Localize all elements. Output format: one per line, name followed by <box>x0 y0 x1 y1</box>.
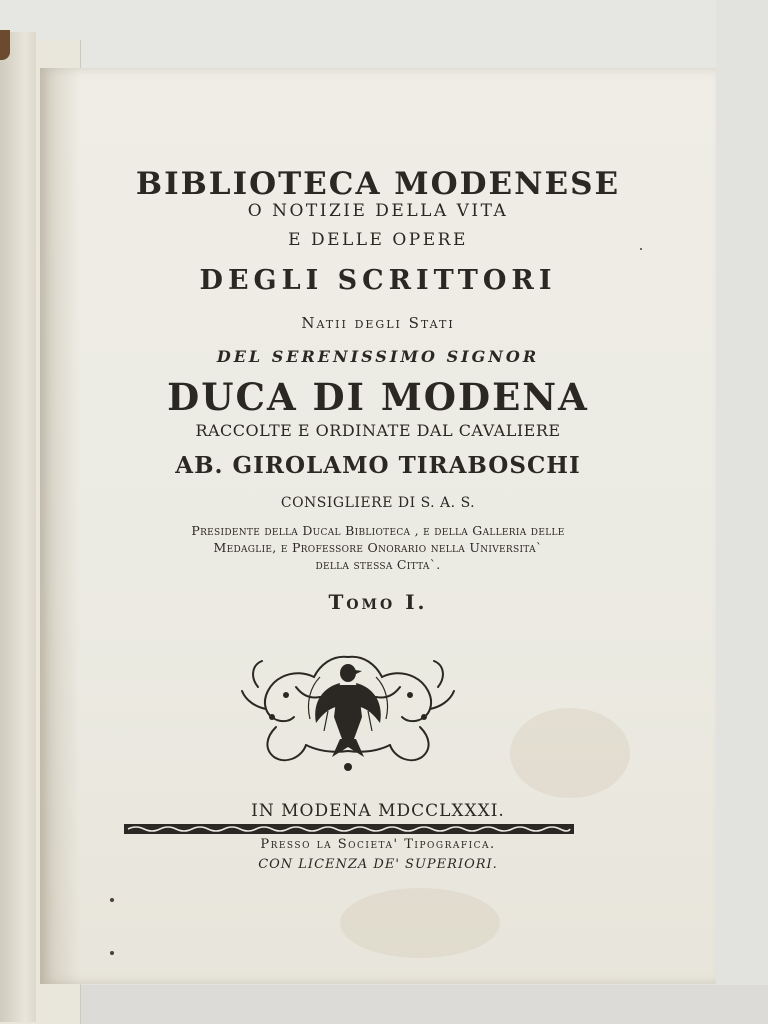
title-line-5: Natii degli Stati <box>301 314 455 332</box>
ornamental-rule <box>124 824 574 834</box>
ink-speck <box>110 898 114 902</box>
title-line-4: DEGLI SCRITTORI <box>199 265 557 296</box>
imprint-printer: Presso la Societa' Tipografica. <box>260 837 496 852</box>
eagle-vignette-icon <box>236 647 460 775</box>
title-page <box>40 68 716 984</box>
ink-speck <box>640 248 642 250</box>
title-line-2: O NOTIZIE DELLA VITA <box>247 201 509 221</box>
imprint-place-date: IN MODENA MDCCLXXXI. <box>251 801 505 821</box>
ink-speck <box>110 951 114 955</box>
author-title: CONSIGLIERE DI S. A. S. <box>280 495 476 511</box>
presidency-line-1: Presidente della Ducal Biblioteca , e della Galleria delle <box>191 523 565 538</box>
presidency-line-3: della stessa Citta`. <box>315 557 441 572</box>
title-line-8: RACCOLTE E ORDINATE DAL CAVALIERE <box>195 421 561 440</box>
title-line-1: BIBLIOTECA MODENESE <box>135 166 621 202</box>
presidency-line-2: Medaglie, e Professore Onorario nella Universita` <box>213 540 543 555</box>
paper-stain <box>510 708 630 798</box>
left-page-edge <box>0 32 36 1022</box>
background-right <box>716 0 768 1024</box>
title-line-3: E DELLE OPERE <box>288 230 468 250</box>
title-line-6: DEL SERENISSIMO SIGNOR <box>216 347 540 366</box>
author-name: AB. GIROLAMO TIRABOSCHI <box>175 452 581 479</box>
imprint-license: CON LICENZA DE' SUPERIORI. <box>258 857 498 872</box>
background-top <box>0 0 768 70</box>
title-line-7: DUCA DI MODENA <box>167 375 589 419</box>
volume-number: Tomo I. <box>328 590 428 614</box>
background-bottom <box>0 985 768 1024</box>
binding-corner <box>0 30 10 60</box>
paper-stain <box>340 888 500 958</box>
